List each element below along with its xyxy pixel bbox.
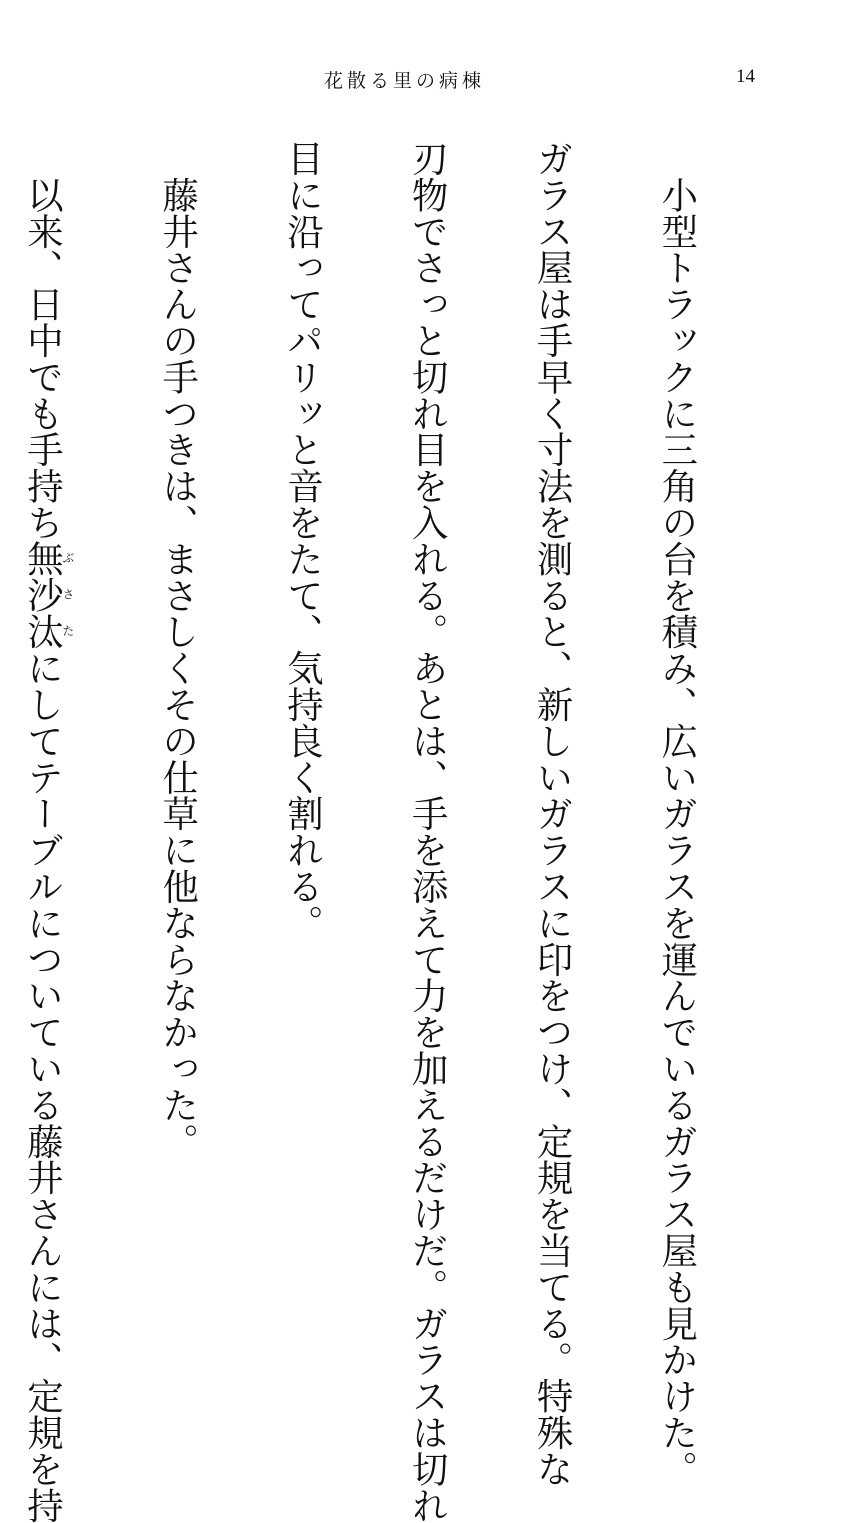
text-line: ガラス屋は手早く寸法を測ると、新しいガラスに印をつけ、定規を当てる。特殊な bbox=[531, 140, 575, 1487]
text-line: 目に沿ってパリッと音をたて、気持良く割れる。 bbox=[281, 140, 325, 941]
text-line: 刃物でさっと切れ目を入れる。あとは、手を添えて力を加えるだけだ。ガラスは切れ bbox=[406, 140, 450, 1523]
text-line: 小型トラックに三角の台を積み、広いガラスを運んでいるガラス屋も見かけた。 bbox=[655, 140, 699, 1487]
running-header bbox=[0, 66, 841, 94]
page-number: 14 bbox=[736, 66, 755, 87]
ruby-base: 無沙汰 bbox=[21, 540, 65, 650]
text-line-with-ruby bbox=[21, 140, 75, 1523]
text-line-part: 以来、日中でも手持ち bbox=[21, 140, 65, 541]
text-line: 藤井さんの手つきは、まさしくその仕草に他ならなかった。 bbox=[156, 140, 200, 1160]
ruby-reading: ぶさた bbox=[60, 540, 75, 650]
ruby-word bbox=[21, 540, 75, 650]
book-title: 花散る里の病棟 bbox=[324, 70, 486, 92]
vertical-text-body bbox=[0, 140, 781, 1523]
text-line-part: にしてテーブルについている藤井さんには、定規を持 bbox=[21, 649, 65, 1523]
